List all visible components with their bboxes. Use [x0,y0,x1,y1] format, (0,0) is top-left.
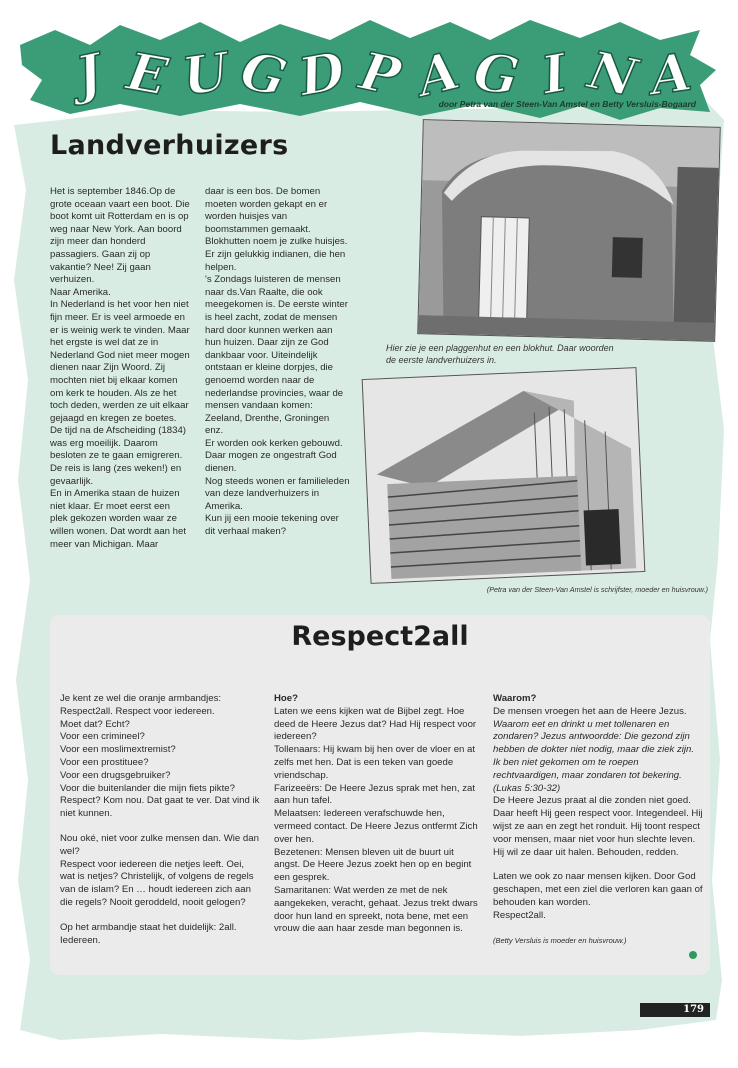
paragraph: In Nederland is het voor hen niet fijn meer. Er is veel armoede en er is weinig werk te vinden. Maar het ergste is wel dat ze in Nederland God niet meer mogen dienen naar Zijn Woord. Zij mochten niet bij elkaar komen om kerk te houden. Als ze het toch deden, werden ze uit elkaar gejaagd en kregen ze boetes. De tijd na de Afscheiding (1834) was erg moeilijk. Daarom besloten ze te gaan emigreren. De reis is lang (zes weken!) en gevaarlijk. [50,299,190,487]
banner-letter: G [234,39,293,110]
paragraph: En in Amerika staan de huizen niet klaar. Er moet eerst een plek gekozen worden waar ze willen wonen. Dat wordt aan het meer van Michigan. Maar [50,488,186,550]
paragraph: Laten we ook zo naar mensen kijken. Door God geschapen, met een ziel die verloren kan gaan of behouden kan worden. [493,871,703,908]
byline: door Petra van der Steen-Van Amstel en Betty Versluis-Bogaard [438,99,696,109]
paragraph: 's Zondags luisteren de mensen naar ds.Van Raalte, die ook meegekomen is. De eerste winter is heel zacht, zodat de mensen hard door kunnen werken aan hun huizen. Daar zijn ze God dankbaar voor. Uiteindelijk ontstaan er kleine dorpjes, die genoemd worden naar de nederlandse provincies, waar de mensen vandaan komen: Zeeland, Drenthe, Groningen enz. [205,274,348,437]
banner-letter: A [646,41,696,108]
photo-caption: Hier zie je een plaggenhut en een blokhut. Daar woorden de eerste landverhuizers in. [386,343,614,365]
paragraph: Farizeeërs: De Heere Jezus sprak met hen, zat aan hun tafel. [274,782,476,807]
paragraph: Op het armbandje staat het duidelijk: 2all. Iedereen. [60,921,237,946]
paragraph: Respect? Kom nou. Dat gaat te ver. Dat vind ik niet kunnen. [60,795,260,820]
paragraph: Naar Amerika. [50,286,111,298]
paragraph: De mensen vroegen het aan de Heere Jezus. [493,705,687,717]
banner-letter: G [470,41,523,108]
spacer [60,821,260,833]
respect-column-2 [274,693,479,936]
paragraph: Voor een drugsgebruiker? [60,769,171,781]
paragraph: daar is een bos. De bomen moeten worden gekapt en er worden huisjes van boomstammen gemaakt. Blokhutten noem je zulke huisjes. Er zijn gelukkig indianen, die hen helpen. [205,186,348,273]
paragraph: Je kent ze wel die oranje armbandjes: Respect2all. Respect voor iedereen. [60,693,222,717]
paragraph: Melaatsen: Iedereen verafschuwde hen, vermeed contact. De Heere Jezus ontfermt Zich over hen. [274,808,478,845]
paragraph: Bezetenen: Mensen bleven uit de buurt uit angst. De Heere Jezus zoekt hen op en begint een gesprek. [274,846,472,884]
paragraph: Voor die buitenlander die mijn fiets pikte? [60,782,235,794]
paragraph: Voor een crimineel? [60,731,145,743]
banner-letter: A [411,40,466,109]
paragraph: Er worden ook kerken gebouwd. Daar mogen ze ongestraft God dienen. [205,437,343,475]
spacer [493,859,703,871]
article-column-2 [205,186,350,539]
paragraph: Samaritanen: Wat werden ze met de nek aangekeken, veracht, gehaat. Jezus trekt dwars door hun land en spreekt, nota bene, met een vrouw die aan haar zesde man begonnen is. [274,884,478,935]
log-cabin-photo [362,367,646,584]
banner-letter: D [294,40,350,109]
paragraph: Kun jij een mooie tekening over dit verhaal maken? [205,513,339,538]
paragraph: Het is september 1846.Op de grote oceaan vaart een boot. Die boot komt uit Rotterdam en is op weg naar New York. Aan boord zijn meer dan honderd passagiers. Gaan zij op vakantie? Nee! Zij gaan verhuizen. [50,186,190,286]
paragraph: De Heere Jezus praat al die zonden niet goed. Daar heeft Hij geen respect voor. Integendeel. Hij wijst ze aan en zegt het ronduit. Hij toont respect voor mensen, maar niet voor hun slechte leven. Hij wil ze daar uit halen. Behouden, redden. [493,795,703,858]
banner-letter: J [70,42,108,107]
page-number: 179 [640,1003,710,1017]
article-column-1 [50,186,190,551]
paragraph: Laten we eens kijken wat de Bijbel zegt. Hoe deed de Heere Jezus dat? Had Hij respect voor iedereen? [274,705,477,743]
paragraph: Waarom eet en drinkt u met tollenaren en zondaren? Jezus antwoordde: Die gezond zijn hebben de dokter niet nodig, maar die ziek zijn. Ik ben niet gekomen om te roepen rechtvaardigen, maar zondaren tot bekering. (Lukas 5:30-32) [493,718,695,794]
author-credit: (Petra van der Steen-Van Amstel is schrijfster, moeder en huisvrouw.) [486,585,708,594]
end-mark-dot [689,951,697,959]
banner-letter: P [354,40,406,109]
column-heading: Waarom? [493,693,537,704]
spacer [60,910,260,922]
paragraph: Voor een moslimextremist? [60,744,176,756]
paragraph: Respect voor iedereen die netjes leeft. Oei, wat is netjes? Christelijk, of volgens de regels van de islam? En … houdt iedereen zich aan die regels? Nooit geroddeld, nooit gelogen? [60,858,254,908]
spacer [493,923,703,935]
banner-letter: U [178,41,233,108]
paragraph: Nou oké, niet voor zulke mensen dan. Wie dan wel? [60,832,259,857]
paragraph: Tollenaars: Hij kwam bij hen over de vloer en at zelfs met hen. Dat is een teken van goede vriendschap. [274,744,476,781]
column-heading: Hoe? [274,693,298,704]
paragraph: Moet dat? Echt? [60,718,130,730]
respect-column-3 [493,693,703,947]
banner-letter: I [537,42,572,107]
banner-letter: E [122,41,173,108]
article-title: Landverhuizers [50,130,289,161]
respect2all-section [50,615,710,975]
banner-letter: N [583,39,643,110]
section-title: Respect2all [291,621,469,652]
respect-column-1 [60,693,260,947]
paragraph: Nog steeds wonen er familieleden van deze landverhuizers in Amerika. [205,475,350,512]
paragraph: Voor een prostituee? [60,756,149,768]
sod-hut-photo [417,119,721,342]
paragraph: Respect2all. [493,909,546,921]
paragraph: (Betty Versluis is moeder en huisvrouw.) [493,935,627,945]
